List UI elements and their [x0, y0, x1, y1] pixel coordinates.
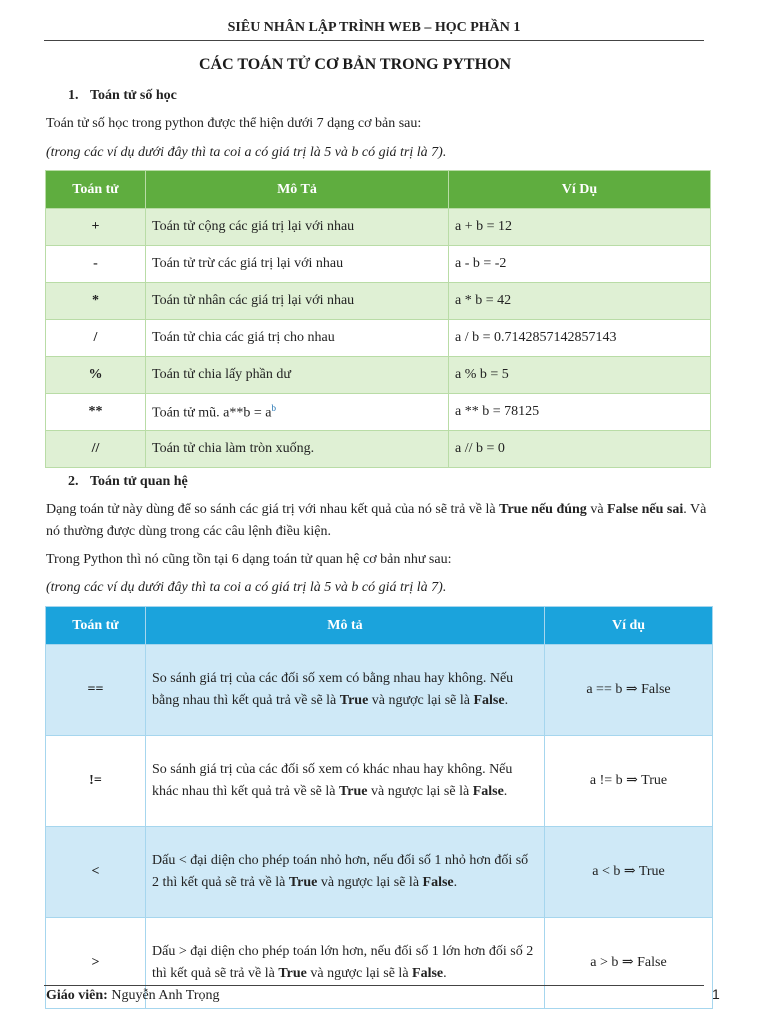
- header-example: Ví dụ: [545, 607, 713, 645]
- description-cell: Toán tử chia các giá trị cho nhau: [146, 320, 449, 357]
- table-header-row: [46, 607, 713, 645]
- page-number: 1: [712, 986, 720, 1002]
- section-1-heading: [68, 88, 177, 104]
- example-cell: a % b = 5: [449, 357, 711, 394]
- description-text: So sánh giá trị của các đối số xem có khác nhau hay không. Nếu khác nhau thì kết quả trả về sẽ là: [152, 762, 513, 799]
- description-cell: [146, 827, 545, 918]
- section-2-note: (trong các ví dụ dưới đây thì ta coi a có giá trị là 5 và b có giá trị là 7).: [46, 580, 447, 595]
- description-text: và ngược lại sẽ là: [368, 693, 474, 708]
- header-description: Mô Tả: [146, 171, 449, 209]
- operator-cell: /: [46, 320, 146, 357]
- description-cell: [146, 645, 545, 736]
- description-text: .: [453, 875, 458, 890]
- description-text: Dấu > đại diện cho phép toán lớn hơn, nếu đối số 1 lớn hơn đối số 2 thì kết quả sẽ trả về là: [152, 944, 534, 981]
- description-bold: True: [339, 693, 369, 708]
- teacher-name: Nguyễn Anh Trọng: [107, 988, 220, 1003]
- section-2-intro-2: Trong Python thì nó cũng tồn tại 6 dạng toán tử quan hệ cơ bản như sau:: [46, 552, 452, 567]
- example-cell: a // b = 0: [449, 431, 711, 468]
- table-header-row: [46, 171, 711, 209]
- table-row: [46, 736, 713, 827]
- arithmetic-operators-table: [45, 170, 711, 468]
- intro-false-bold: False nếu sai: [607, 502, 684, 517]
- description-cell: [146, 736, 545, 827]
- example-cell: a - b = -2: [449, 246, 711, 283]
- table-row: [46, 246, 711, 283]
- description-text: So sánh giá trị của các đối số xem có bằng nhau hay không. Nếu bằng nhau thì kết quả trả về sẽ là: [152, 671, 514, 708]
- description-bold: False: [422, 875, 454, 890]
- teacher-label: Giáo viên:: [46, 988, 108, 1003]
- section-1-title: Toán tử số học: [90, 88, 177, 103]
- operator-cell: %: [46, 357, 146, 394]
- operator-cell: <: [46, 827, 146, 918]
- operator-cell: !=: [46, 736, 146, 827]
- example-cell: a == b ⇒ False: [545, 645, 713, 736]
- footer: [46, 988, 219, 1004]
- description-text: và ngược lại sẽ là: [317, 875, 423, 890]
- section-1-intro: Toán tử số học trong python được thể hiện dưới 7 dạng cơ bản sau:: [46, 116, 422, 131]
- description-cell: [146, 394, 449, 431]
- exponent-superscript: b: [271, 402, 276, 413]
- description-bold: True: [288, 875, 318, 890]
- description-text: .: [504, 693, 509, 708]
- table-row: [46, 320, 711, 357]
- description-text: và ngược lại sẽ là: [367, 784, 473, 799]
- example-cell: a > b ⇒ False: [545, 918, 713, 1009]
- table-row: [46, 394, 711, 431]
- intro-true-bold: True nếu đúng: [499, 502, 587, 517]
- description-bold: True: [278, 966, 307, 981]
- table-row: [46, 209, 711, 246]
- comparison-operators-table: [45, 606, 713, 1009]
- description-bold: False: [473, 693, 505, 708]
- example-cell: a != b ⇒ True: [545, 736, 713, 827]
- intro-text: và: [586, 502, 608, 517]
- footer-rule: [44, 985, 704, 986]
- document-title: CÁC TOÁN TỬ CƠ BẢN TRONG PYTHON: [198, 56, 512, 73]
- description-cell: Toán tử chia làm tròn xuống.: [146, 431, 449, 468]
- description-cell: Toán tử cộng các giá trị lại với nhau: [146, 209, 449, 246]
- description-bold: True: [338, 784, 368, 799]
- page-header: SIÊU NHÂN LẬP TRÌNH WEB – HỌC PHẦN 1: [227, 20, 521, 35]
- section-2-number: 2.: [68, 474, 79, 489]
- example-cell: a / b = 0.7142857142857143: [449, 320, 711, 357]
- header-description: Mô tả: [146, 607, 545, 645]
- intro-text: . Và nó thường được dùng trong các câu lệnh điều kiện.: [46, 502, 707, 539]
- table-row: [46, 357, 711, 394]
- description-cell: Toán tử trừ các giá trị lại với nhau: [146, 246, 449, 283]
- description-bold: False: [412, 966, 444, 981]
- operator-cell: ==: [46, 645, 146, 736]
- intro-text: Dạng toán tử này dùng để so sánh các giá trị với nhau kết quả của nó sẽ trả về là: [46, 502, 500, 517]
- section-1-note: (trong các ví dụ dưới đây thì ta coi a có giá trị là 5 và b có giá trị là 7).: [46, 145, 447, 160]
- header-example: Ví Dụ: [449, 171, 711, 209]
- header-rule: [44, 40, 704, 41]
- table-row: [46, 645, 713, 736]
- description-bold: False: [472, 784, 504, 799]
- description-text: Toán tử mũ. a**b = a: [152, 405, 272, 421]
- description-text: Dấu < đại diện cho phép toán nhỏ hơn, nếu đối số 1 nhỏ hơn đối số 2 thì kết quả sẽ trả về là: [152, 853, 529, 890]
- operator-cell: **: [46, 394, 146, 431]
- description-cell: Toán tử nhân các giá trị lại với nhau: [146, 283, 449, 320]
- section-2-heading: [68, 474, 188, 490]
- description-text: .: [443, 966, 447, 981]
- section-2-title: Toán tử quan hệ: [90, 474, 188, 489]
- operator-cell: //: [46, 431, 146, 468]
- example-cell: a < b ⇒ True: [545, 827, 713, 918]
- header-operator: Toán tử: [46, 171, 146, 209]
- operator-cell: -: [46, 246, 146, 283]
- example-cell: a + b = 12: [449, 209, 711, 246]
- example-cell: a ** b = 78125: [449, 394, 711, 431]
- operator-cell: *: [46, 283, 146, 320]
- table-row: [46, 283, 711, 320]
- table-row: [46, 431, 711, 468]
- operator-cell: >: [46, 918, 146, 1009]
- section-1-number: 1.: [68, 88, 79, 103]
- description-cell: Toán tử chia lấy phần dư: [146, 357, 449, 394]
- operator-cell: +: [46, 209, 146, 246]
- description-text: .: [503, 784, 508, 799]
- example-cell: a * b = 42: [449, 283, 711, 320]
- section-2-intro: [46, 499, 722, 543]
- description-text: và ngược lại sẽ là: [306, 966, 413, 981]
- header-operator: Toán tử: [46, 607, 146, 645]
- table-row: [46, 827, 713, 918]
